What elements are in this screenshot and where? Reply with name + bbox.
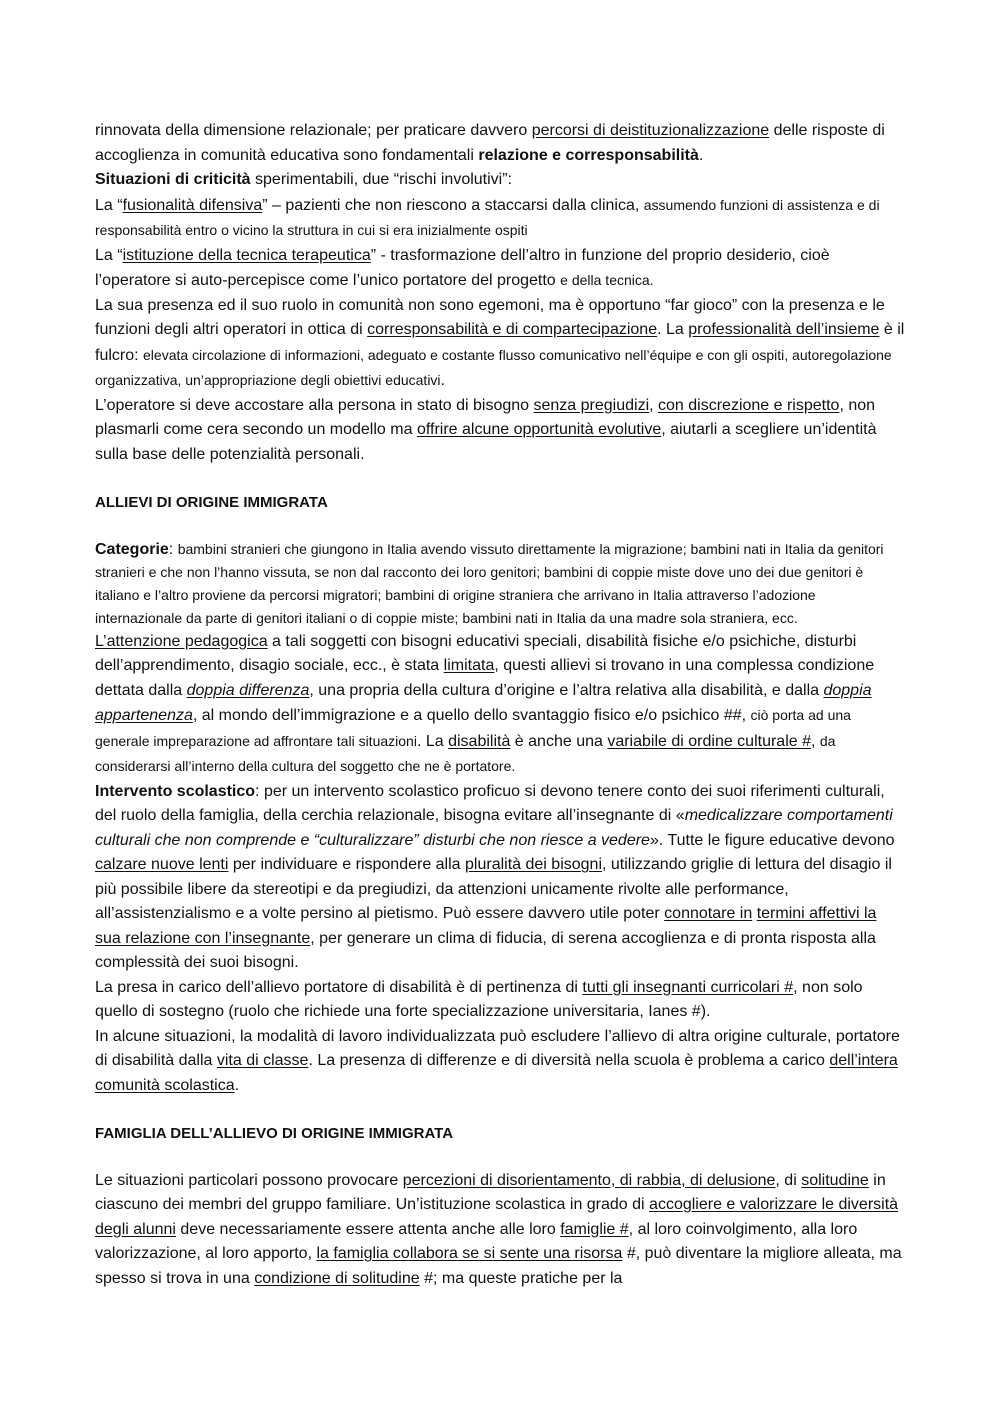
underlined-phrase: calzare nuove lenti (95, 856, 229, 873)
underlined-phrase: accogliere e valorizzare le diversità degli alunni (95, 1196, 899, 1238)
underlined-phrase: istituzione della tecnica terapeutica (122, 246, 371, 264)
bold-phrase: Situazioni di criticità (95, 171, 251, 188)
section-heading-immigrant-pupils: ALLIEVI DI ORIGINE IMMIGRATA (95, 494, 328, 511)
underlined-phrase: variabile di ordine culturale # (607, 732, 811, 750)
paragraph-operator-approach: L’operatore si deve accostare alla persona in stato di bisogno senza pregiudizi, con discrezione e rispetto, non plasmarli come cera secondo un modello ma offrire alcune opportunità evolutive, aiutarli a scegliere un’identità sulla base delle potenzialità personali. (95, 396, 877, 463)
underlined-phrase: percorsi di deistituzionalizzazione (531, 122, 770, 139)
paragraph-school-intervention: Intervento scolastico: per un intervento scolastico proficuo si devono tenere conto dei suoi riferimenti culturali, del ruolo della famiglia, della cerchia relazionale, bisogna evitare all’insegnante di «medicalizzare comportamenti culturali che non comprende e “culturalizzare” disturbi che non riesce a vedere». Tutte le figure educative devono calzare nuove lenti per individuare e rispondere alla pluralità dei bisogni, utilizzando griglie di lettura del disagio il più possibile libere da stereotipi e da pregiudizi, da attenzioni unicamente rivolte alle performance, all’assistenzialismo e a volte persino al pietismo. Può essere davvero utile poter connotare in termini affettivi la sua relazione con l’insegnante, per generare un clima di fiducia, di serena accoglienza e di pronta risposta alla complessità dei suoi bisogni. (95, 782, 895, 971)
paragraph-family-situations: Le situazioni particolari possono provocare percezioni di disorientamento, di rabbia, di delusione, di solitudine in ciascuno dei membri del gruppo familiare. Un’istituzione scolastica in grado di accogliere e valorizzare le diversità degli alunni deve necessariamente essere attenta anche alle loro famiglie #, al loro coinvolgimento, alla loro valorizzazione, al loro apporto, la famiglia collabora se si sente una risorsa #, può diventare la migliore alleata, ma spesso si trova in una condizione di solitudine #; ma queste pratiche per la (95, 1171, 902, 1287)
underlined-phrase: percezioni di disorientamento, di rabbia, di delusione (402, 1171, 776, 1189)
paragraph-defensive-fusionality: La “fusionalità difensiva” – pazienti che non riescono a staccarsi dalla clinica, assumendo funzioni di assistenza e di responsabilità entro o vicino la struttura in cui si era inizialmente ospiti (95, 196, 880, 238)
paragraph-relational-dimension: rinnovata della dimensione relazionale; per praticare davvero percorsi di deistituzionalizzazione delle risposte di accoglienza in comunità educativa sono fondamentali relazione e corresponsabilità. (95, 122, 885, 164)
bold-phrase: Intervento scolastico (95, 782, 256, 800)
underlined-phrase: corresponsabilità e di compartecipazione (367, 321, 658, 338)
underlined-phrase: pluralità dei bisogni (465, 856, 602, 873)
paragraph-therapeutic-technique: La “istituzione della tecnica terapeutica” - trasformazione dell’altro in funzione del proprio desiderio, cioè l’operatore si auto-percepisce come l’unico portatore del progetto e della tecnica. (95, 246, 830, 289)
paragraph-care-responsibility: La presa in carico dell’allievo portatore di disabilità è di pertinenza di tutti gli insegnanti curricolari #, non solo quello di sostegno (ruolo che richiede una forte specializzazione universitaria, Ianes #). (95, 978, 863, 1020)
underlined-phrase: limitata (443, 657, 495, 674)
underlined-phrase: solitudine (801, 1171, 869, 1189)
underlined-phrase: con discrezione e rispetto (658, 396, 840, 414)
underlined-phrase: famiglie # (560, 1220, 629, 1238)
paragraph-presence-role: La sua presenza ed il suo ruolo in comunità non sono egemoni, ma è opportuno “far gioco” con la presenza e le funzioni degli altri operatori in ottica di corresponsabilità e di compartecipazione. La professionalità dell’insieme è il fulcro: elevata circolazione di informazioni, adeguato e costante flusso comunicativo nell’équipe e con gli ospiti, autoregolazione organizzativa, un’appropriazione degli obiettivi educativi. (95, 296, 905, 389)
document-page (95, 119, 905, 1291)
underlined-phrase: offrire alcune opportunità evolutive (416, 421, 662, 438)
underlined-phrase: disabilità (448, 732, 511, 750)
underlined-italic-phrase: doppia differenza (186, 681, 310, 699)
underlined-phrase: vita di classe (216, 1052, 309, 1069)
underlined-phrase: connotare in (664, 905, 753, 922)
paragraph-critical-situations: Situazioni di criticità sperimentabili, due “rischi involutivi”: (95, 171, 513, 188)
bold-phrase: relazione e corresponsabilità (478, 146, 699, 164)
underlined-phrase: fusionalità difensiva (122, 196, 263, 214)
underlined-phrase: tutti gli insegnanti curricolari # (582, 978, 794, 996)
paragraph-individualized-work: In alcune situazioni, la modalità di lavoro individualizzata può escludere l’allievo di altra origine culturale, portatore di disabilità dalla vita di classe. La presenza di differenze e di diversità nella scuola è problema a carico dell’intera comunità scolastica. (95, 1027, 900, 1094)
section-heading-immigrant-family: FAMIGLIA DELL’ALLIEVO DI ORIGINE IMMIGRATA (95, 1125, 454, 1142)
bold-phrase: Categorie (95, 540, 169, 558)
underlined-phrase: senza pregiudizi (533, 396, 650, 414)
italic-quote: medicalizzare comportamenti culturali che non comprende e “culturalizzare” disturbi che non riesce a vedere (95, 807, 893, 849)
underlined-phrase: la famiglia collabora se si sente una risorsa (316, 1245, 623, 1262)
underlined-phrase: termini affettivi la sua relazione con l’insegnante (95, 905, 877, 947)
underlined-phrase: dell’intera comunità scolastica (95, 1052, 898, 1094)
paragraph-categories: Categorie: bambini stranieri che giungono in Italia avendo vissuto direttamente la migrazione; bambini nati in Italia da genitori stranieri e che non l’hanno vissuta, se non dal racconto dei loro genitori; bambini di coppie miste dove uno dei due genitori è italiano e l’altro proviene da percorsi migratori; bambini di origine straniera che arrivano in Italia attraverso l’adozione internazionale da parte di genitori italiani o di coppie miste; bambini nati in Italia da una madre sola straniera, ecc. (95, 540, 884, 626)
underlined-italic-phrase: doppia appartenenza (95, 681, 872, 724)
underlined-phrase: condizione di solitudine (254, 1269, 420, 1287)
underlined-phrase: L’attenzione pedagogica (95, 632, 268, 650)
paragraph-pedagogical-attention: L’attenzione pedagogica a tali soggetti con bisogni educativi speciali, disabilità fisiche e/o psichiche, disturbi dell’apprendimento, disagio sociale, ecc., è stata limitata, questi allievi si trovano in una complessa condizione dettata dalla doppia differenza, una propria della cultura d’origine e l’altra relativa alla disabilità, e dalla doppia appartenenza, al mondo dell’immigrazione e a quello dello svantaggio fisico e/o psichico ##, ciò porta ad una generale impreparazione ad affrontare tali situazioni. La disabilità è anche una variabile di ordine culturale #, da considerarsi all’interno della cultura del soggetto che ne è portatore. (95, 632, 875, 774)
underlined-phrase: professionalità dell’insieme (688, 321, 880, 338)
